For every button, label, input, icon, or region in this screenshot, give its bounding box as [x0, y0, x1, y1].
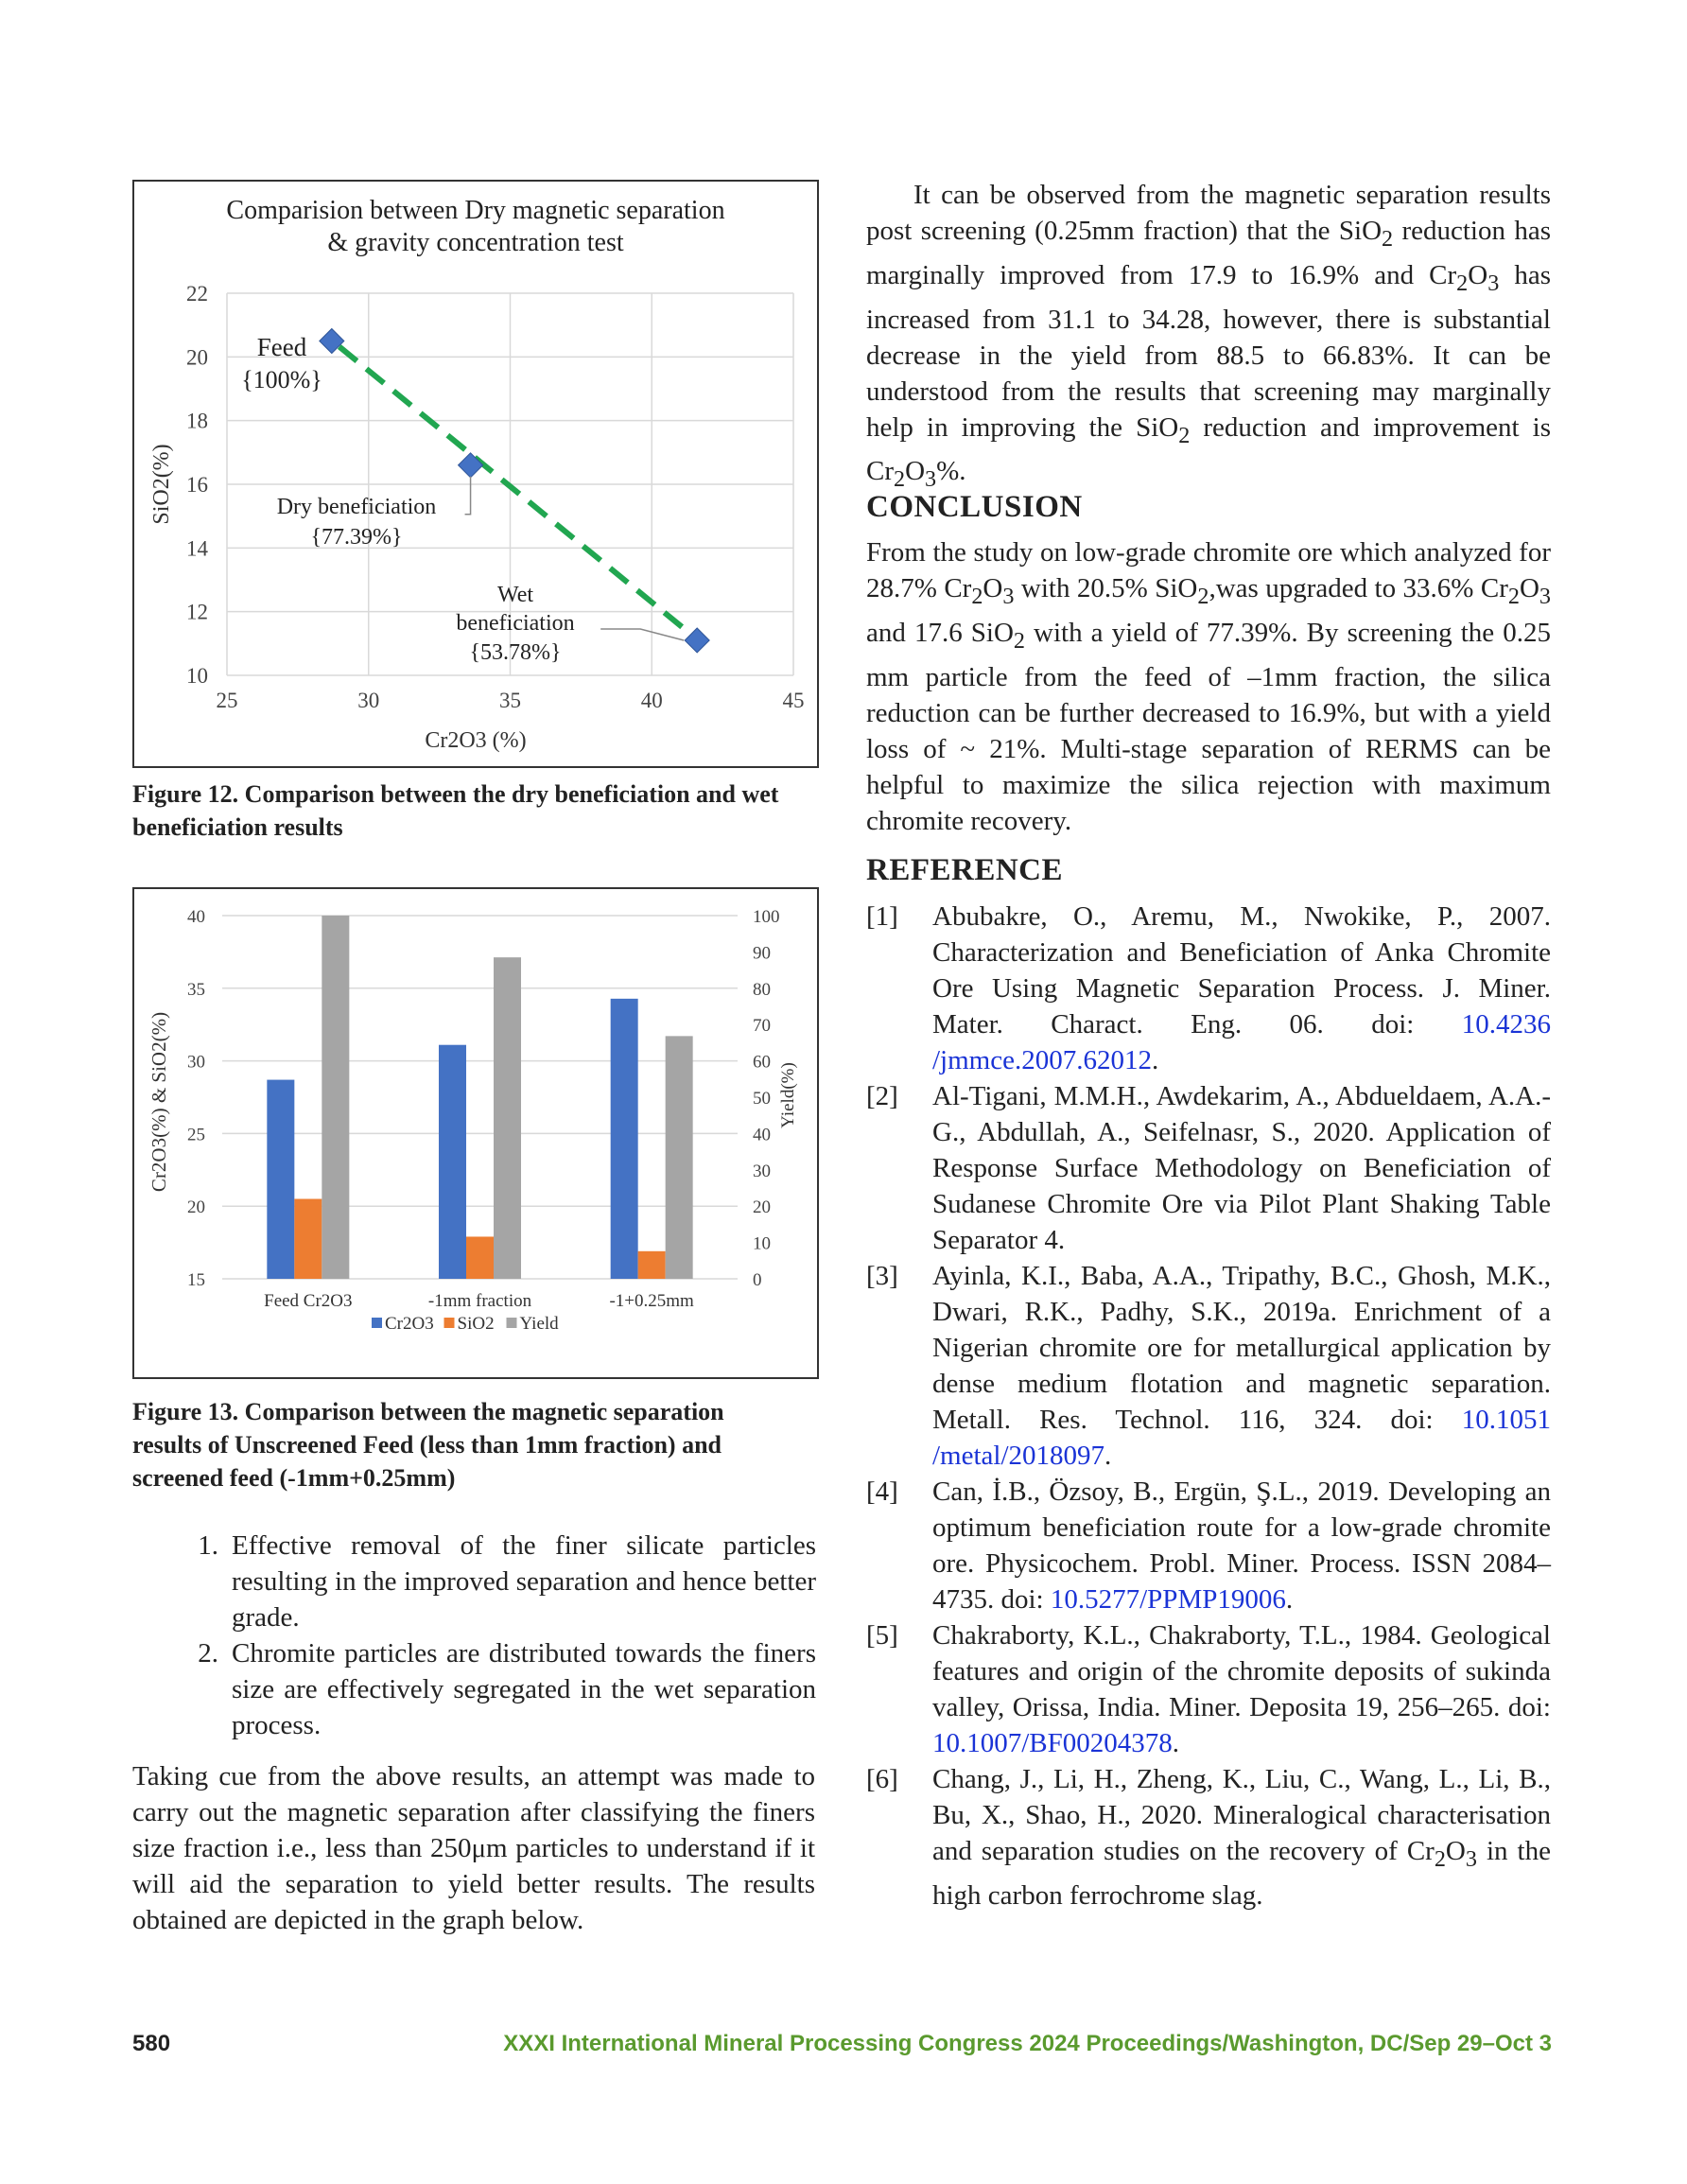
left-paragraph — [132, 1758, 815, 1938]
leader-line — [600, 629, 684, 640]
y-tick-label: 12 — [186, 600, 208, 624]
x-tick-label: -1+0.25mm — [609, 1291, 694, 1311]
y-tick-label: 25 — [187, 1125, 205, 1145]
doi-link[interactable]: 10.5277/PPMP19006 — [1050, 1584, 1286, 1615]
reference-number: [1] — [866, 901, 898, 932]
y2-tick-label: 90 — [753, 943, 771, 964]
y2-tick-label: 70 — [753, 1016, 771, 1037]
y-tick-label: 40 — [187, 907, 205, 927]
chart-title: Comparision between Dry magnetic separation — [226, 196, 725, 225]
page-number: 580 — [132, 2031, 171, 2056]
data-point-marker — [459, 453, 483, 478]
y2-tick-label: 0 — [753, 1270, 762, 1290]
y-axis-label: Cr2O3(%) & SiO2(%) — [148, 1011, 170, 1193]
list-item — [175, 1528, 816, 1635]
data-label: Wet — [496, 583, 534, 607]
list-text: Effective removal of the finer silicate particles resulting in the improved separation and hence better grade. — [232, 1530, 816, 1633]
reference-text: Chang, J., Li, H., Zheng, K., Liu, C., Wang, L., Li, B., Bu, X., Shao, H., 2020. Mineralogical characterisation and separation studies on the recovery of $Cr_2O_3$ in the high carbon ferrochrome slag. — [932, 1764, 1551, 1911]
conclusion-heading: CONCLUSION — [866, 490, 1083, 524]
data-label: beneficiation — [456, 611, 575, 636]
y2-tick-label: 60 — [753, 1052, 771, 1073]
figure-13-caption: Figure 13. Comparison between the magnetic separation results of Unscreened Feed (less than 1mm fraction) and screened feed (-1mm+0.25mm) — [132, 1398, 724, 1492]
legend-swatch — [372, 1318, 382, 1328]
y-tick-label: 10 — [186, 664, 208, 688]
y-tick-label: 30 — [187, 1052, 205, 1073]
leader-line — [465, 477, 471, 515]
bar-yield — [666, 1036, 693, 1279]
y-tick-label: 20 — [186, 345, 208, 370]
data-label: {100%} — [241, 366, 322, 393]
x-axis-label: Cr2O3 (%) — [425, 728, 527, 753]
legend-label: Yield — [519, 1314, 559, 1334]
reference-number: [4] — [866, 1476, 898, 1507]
x-tick-label: 30 — [357, 689, 380, 712]
list-number: 1. — [198, 1530, 218, 1561]
bar-yield — [494, 957, 521, 1279]
figure-13-chart — [134, 889, 817, 1377]
reference-item — [866, 1078, 1551, 1258]
bar-sio2 — [294, 1199, 322, 1279]
reference-number: [3] — [866, 1261, 898, 1291]
reference-item: [3] Ayinla, K.I., Baba, A.A., Tripathy, B.C., Ghosh, M.K., Dwari, R.K., Padhy, S.K., 2019a. Enrichment of a Nigerian chromite ore for metallurgical application by dense medium flotation and magnetic separation. Metall. Res. Technol. 116, 324. doi: 10.1051 /metal/2018097. — [866, 1258, 1551, 1474]
x-tick-label: 35 — [499, 689, 521, 712]
y-tick-label: 35 — [187, 979, 205, 1000]
y2-axis-label: Yield(%) — [778, 1062, 798, 1128]
legend-swatch — [444, 1318, 455, 1328]
bar-sio2 — [638, 1251, 666, 1279]
right-paragraph-1 — [866, 177, 1551, 498]
reference-item: [5] Chakraborty, K.L., Chakraborty, T.L., 1984. Geological features and origin of the chromite deposits of sukinda valley, Orissa, India. Miner. Deposita 19, 256–265. doi: 10.1007/BF00204378. — [866, 1617, 1551, 1761]
figure-13 — [132, 887, 819, 1379]
reference-text: Chakraborty, K.L., Chakraborty, T.L., 1984. Geological features and origin of the chromite deposits of sukinda valley, Orissa, India. Miner. Deposita 19, 256–265. doi: — [932, 1620, 1551, 1722]
doi-link[interactable]: 10.1007/BF00204378 — [932, 1728, 1173, 1758]
x-tick-label: 45 — [782, 689, 805, 712]
list-text: Chromite particles are distributed towards the finers size are effectively segregated in the wet separation process. — [232, 1638, 816, 1740]
bar-cr2o3 — [267, 1080, 294, 1279]
reference-item: [1] Abubakre, O., Aremu, M., Nwokike, P., 2007. Characterization and Beneficiation of Anka Chromite Ore Using Magnetic Separation Process. J. Miner. Mater. Charact. Eng. 06. doi: 10.4236 /jmmce.2007.62012. — [866, 899, 1551, 1078]
data-label: {53.78%} — [469, 640, 562, 665]
x-tick-label: 25 — [216, 689, 238, 712]
y-tick-label: 14 — [186, 536, 208, 561]
reference-text: Al-Tigani, M.M.H., Awdekarim, A., Abdueldaem, A.A.-G., Abdullah, A., Seifelnasr, S., 2020. Application of Response Surface Methodology on Beneficiation of Sudanese Chromite Ore via Pilot Plant Shaking Table Separator 4. — [932, 1081, 1551, 1255]
x-tick-label: -1mm fraction — [427, 1291, 532, 1311]
reference-number: [5] — [866, 1620, 898, 1651]
y2-tick-label: 50 — [753, 1089, 771, 1109]
x-tick-label: Feed Cr2O3 — [264, 1291, 353, 1311]
y2-tick-label: 40 — [753, 1125, 771, 1145]
bar-cr2o3 — [611, 999, 638, 1279]
reference-heading: REFERENCE — [866, 853, 1064, 887]
y-tick-label: 15 — [187, 1270, 205, 1290]
figure-12 — [132, 180, 819, 768]
list-number: 2. — [198, 1638, 218, 1669]
y-tick-label: 22 — [186, 282, 208, 306]
figure-12-chart — [134, 182, 817, 766]
reference-number: [2] — [866, 1081, 898, 1111]
reference-text: Abubakre, O., Aremu, M., Nwokike, P., 2007. Characterization and Beneficiation of Anka Chromite Ore Using Magnetic Separation Process. J. Miner. Mater. Charact. Eng. 06. doi: — [932, 901, 1551, 1040]
paragraph-text: Taking cue from the above results, an attempt was made to carry out the magnetic separation after classifying the finers size fraction i.e., less than 250μm particles to understand if it will aid the separation to yield better results. The results obtained are depicted in the graph below. — [132, 1761, 815, 1935]
doi-link[interactable]: 10.4236 /jmmce.2007.62012 — [932, 1009, 1551, 1075]
doi-link[interactable]: 10.1051 /metal/2018097 — [932, 1405, 1551, 1471]
reference-text: Can, İ.B., Özsoy, B., Ergün, Ş.L., 2019. Developing an optimum beneficiation route for a low-grade chromite ore. Physicochem. Probl. Miner. Process. ISSN 2084–4735. doi: — [932, 1476, 1551, 1615]
reference-text: Ayinla, K.I., Baba, A.A., Tripathy, B.C., Ghosh, M.K., Dwari, R.K., Padhy, S.K., 2019a. Enrichment of a Nigerian chromite ore for metallurgical application by dense medium flotation and magnetic separation. Metall. Res. Technol. 116, 324. doi: — [932, 1261, 1551, 1435]
reference-number: [6] — [866, 1764, 898, 1794]
paragraph-text: It can be observed from the magnetic separation results post screening (0.25mm fraction) that the SiO$_2$ reduction has marginally improved from 17.9 to 16.9% and $Cr_2O_3$ has increased from 31.1 to 34.28, however, there is substantial decrease in the yield from 88.5 to 66.83%. It can be understood from the results that screening may marginally help in improving the SiO$_2$ reduction and improvement is $Cr_2O_3\%$. — [866, 180, 1552, 493]
y2-tick-label: 80 — [753, 979, 771, 1000]
findings-list — [175, 1528, 816, 1743]
legend-label: SiO2 — [457, 1314, 495, 1334]
bar-sio2 — [466, 1236, 494, 1279]
chart-title: & gravity concentration test — [327, 228, 624, 257]
data-label: Feed — [256, 333, 307, 361]
legend-swatch — [507, 1318, 517, 1328]
y2-tick-label: 20 — [753, 1197, 771, 1218]
legend-label: Cr2O3 — [385, 1314, 434, 1334]
y-tick-label: 18 — [186, 409, 208, 433]
reference-item: [4] Can, İ.B., Özsoy, B., Ergün, Ş.L., 2019. Developing an optimum beneficiation route for a low-grade chromite ore. Physicochem. Probl. Miner. Process. ISSN 2084–4735. doi: 10.5277/PPMP19006. — [866, 1474, 1551, 1617]
conference-footer: XXXI International Mineral Processing Congress 2024 Proceedings/Washington, DC/Sep 29–Oct 3 — [503, 2031, 1552, 2056]
data-label: {77.39%} — [310, 525, 403, 550]
bar-yield — [322, 916, 349, 1279]
y-axis-label: SiO2(%) — [149, 444, 174, 525]
y-tick-label: 20 — [187, 1197, 205, 1218]
y2-tick-label: 100 — [753, 907, 780, 927]
data-label: Dry beneficiation — [276, 495, 437, 519]
bar-cr2o3 — [439, 1045, 466, 1279]
x-tick-label: 40 — [640, 689, 663, 712]
reference-list — [866, 899, 1551, 1913]
paragraph-text: From the study on low-grade chromite ore which analyzed for 28.7% $Cr_2O_3$ with 20.5% SiO$_2$,was upgraded to 33.6% $Cr_2O_3$ and 17.6 SiO$_2$ with a yield of 77.39%. By screening the 0.25 mm particle from the feed of –1mm fraction, the silica reduction can be further decreased to 16.9%, but with a yield loss of ~ 21%. Multi-stage separation of RERMS can be helpful to maximize the silica rejection with maximum chromite recovery. — [866, 537, 1552, 836]
list-item — [175, 1635, 816, 1743]
conclusion-paragraph — [866, 534, 1551, 839]
y-tick-label: 16 — [186, 473, 208, 497]
reference-item — [866, 1761, 1551, 1913]
figure-12-caption: Figure 12. Comparison between the dry beneficiation and wet beneficiation results — [132, 780, 779, 841]
y2-tick-label: 10 — [753, 1233, 771, 1254]
data-point-marker — [685, 628, 709, 653]
y2-tick-label: 30 — [753, 1161, 771, 1181]
